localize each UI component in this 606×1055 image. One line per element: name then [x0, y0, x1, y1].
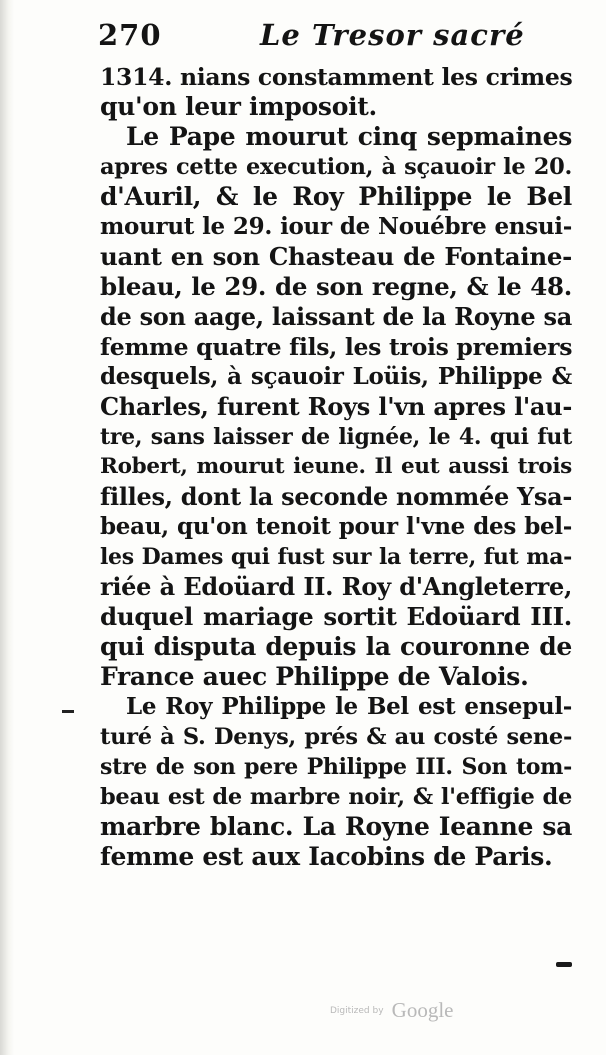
text-line: turé à S. Denys, prés & au costé sene- [100, 724, 572, 750]
text-line: les Dames qui fust sur la terre, fut ma- [100, 544, 572, 570]
text-line: Le Pape mourut cinq sepmaines [126, 122, 572, 151]
text-line: beau, qu'on tenoit pour l'vne des bel- [100, 513, 572, 540]
binding-shadow [0, 0, 14, 1055]
page-number: 270 [98, 18, 162, 52]
text-line: 1314. nians constamment les crimes [100, 63, 573, 91]
digitization-watermark [330, 998, 453, 1023]
google-logo: Google [391, 998, 454, 1022]
body-text [100, 62, 572, 872]
text-line: Le Roy Philippe le Bel est ensepul- [126, 693, 572, 720]
text-line: France auec Philippe de Valois. [100, 662, 529, 691]
text-line: qui disputa depuis la couronne de [100, 632, 572, 661]
text-line: stre de son pere Philippe III. Son tom- [100, 754, 572, 780]
watermark-prefix: Digitized by [330, 1005, 384, 1016]
text-line: marbre blanc. La Royne Ieanne sa [100, 812, 572, 841]
text-line: duquel mariage sortit Edoüard III. [100, 602, 572, 631]
text-line: de son aage, laissant de la Royne sa [100, 302, 572, 331]
text-line: uant en son Chasteau de Fontaine- [100, 242, 572, 271]
text-line: qu'on leur imposoit. [100, 92, 377, 121]
margin-mark [62, 710, 74, 713]
text-line: d'Auril, & le Roy Philippe le Bel [100, 182, 572, 211]
ink-mark [556, 962, 572, 967]
text-line: riée à Edoüard II. Roy d'Angleterre, [100, 572, 572, 601]
text-line: apres cette execution, à sçauoir le 20. [100, 154, 572, 180]
text-line: beau est de marbre noir, & l'effigie de [100, 784, 572, 810]
text-line: femme est aux Iacobins de Paris. [100, 842, 553, 871]
text-line: bleau, le 29. de son regne, & le 48. [100, 272, 572, 301]
text-line: desquels, à sçauoir Loüis, Philippe & [100, 363, 572, 390]
text-line: Charles, furent Roys l'vn apres l'au- [100, 392, 572, 421]
text-line: femme quatre fils, les trois premiers [100, 333, 573, 361]
text-line: Robert, mourut ieune. Il eut aussi trois [100, 454, 572, 479]
text-line: filles, dont la seconde nommée Ysa- [100, 482, 572, 511]
text-line: tre, sans laisser de lignée, le 4. qui fut [100, 424, 572, 450]
page-header [98, 18, 568, 58]
running-title: Le Tresor sacré [260, 18, 525, 52]
text-line: mourut le 29. iour de Nouébre ensui- [100, 213, 572, 240]
